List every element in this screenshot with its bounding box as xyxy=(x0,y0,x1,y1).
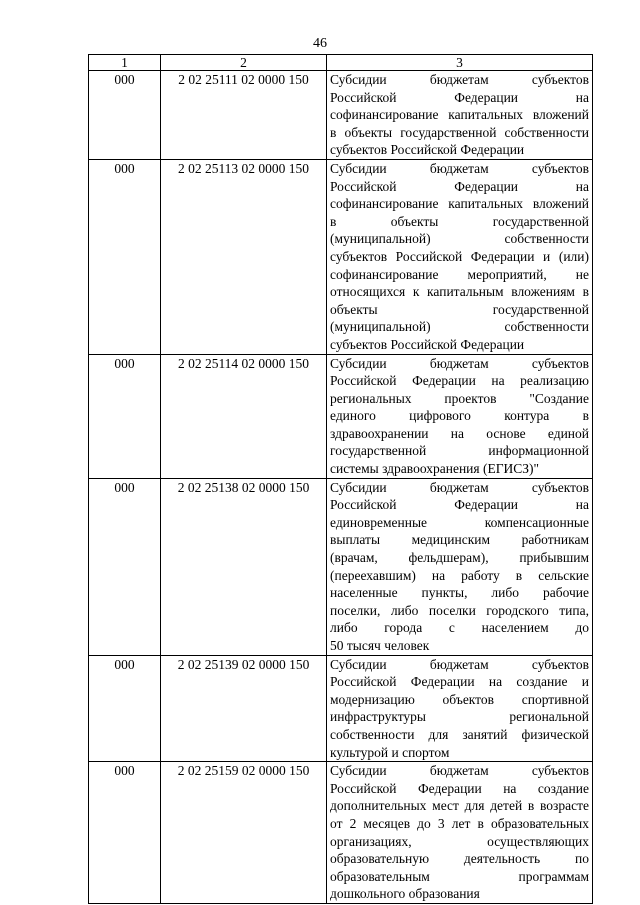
admin-code-cell: 000 xyxy=(89,478,161,655)
description-cell xyxy=(327,762,593,904)
table-row xyxy=(89,71,593,160)
description-line: Российской Федерации на реализацию xyxy=(330,373,589,389)
description-line: единовременные компенсационные xyxy=(330,514,589,530)
description-line: поселки, либо поселки городского типа, xyxy=(330,602,589,618)
description-line: (врачам, фельдшерам), прибывшим xyxy=(330,550,589,566)
budget-code-cell: 2 02 25113 02 0000 150 xyxy=(161,159,327,354)
description-line: Субсидии бюджетам субъектов xyxy=(330,72,589,87)
budget-code-cell: 2 02 25139 02 0000 150 xyxy=(161,655,327,762)
description-cell xyxy=(327,655,593,762)
budget-code-cell: 2 02 25111 02 0000 150 xyxy=(161,71,327,160)
description-line: здравоохранении на основе единой xyxy=(330,425,589,441)
table-row xyxy=(89,159,593,354)
admin-code-cell: 000 xyxy=(89,762,161,904)
description-line: инфраструктуры региональной xyxy=(330,709,589,725)
admin-code-cell: 000 xyxy=(89,71,161,160)
table-header-row xyxy=(89,55,593,71)
description-line: единого цифрового контура в xyxy=(330,408,589,424)
description-line: софинансирование капитальных вложений xyxy=(330,196,589,212)
description-line: субъектов Российской Федерации xyxy=(330,142,525,158)
description-line: государственной информационной xyxy=(330,443,589,459)
description-cell xyxy=(327,159,593,354)
admin-code-cell: 000 xyxy=(89,354,161,478)
description-line: софинансирование мероприятий, не xyxy=(330,266,589,282)
description-line: Субсидии бюджетам субъектов xyxy=(330,763,589,779)
description-line: софинансирование капитальных вложений xyxy=(330,107,589,123)
description-line: (муниципальной) собственности xyxy=(330,231,589,247)
description-line: собственности для занятий физической xyxy=(330,726,589,742)
description-line: образовательную деятельность по xyxy=(330,851,589,867)
table-row xyxy=(89,762,593,904)
column-header-3: 3 xyxy=(327,55,593,71)
admin-code-cell: 000 xyxy=(89,159,161,354)
description-line: Российской Федерации на xyxy=(330,89,589,105)
description-cell xyxy=(327,71,593,160)
description-line: Российской Федерации на создание xyxy=(330,780,589,796)
description-line: системы здравоохранения (ЕГИСЗ)" xyxy=(330,461,540,477)
description-line: организациях, осуществляющих xyxy=(330,833,589,849)
page-number: 46 xyxy=(313,36,327,51)
description-line: дошкольного образования xyxy=(330,886,480,902)
description-cell xyxy=(327,354,593,478)
description-line: Российской Федерации на создание и xyxy=(330,674,589,690)
table-row xyxy=(89,655,593,762)
description-line: модернизацию объектов спортивной xyxy=(330,691,589,707)
description-line: Российской Федерации на xyxy=(330,497,589,513)
description-line: в объекты государственной собственности xyxy=(330,124,589,140)
budget-code-cell: 2 02 25159 02 0000 150 xyxy=(161,762,327,904)
description-line: Субсидии бюджетам субъектов xyxy=(330,479,589,495)
description-line: дополнительных мест для детей в возрасте xyxy=(330,798,589,814)
description-line: либо города с населением до xyxy=(330,620,589,636)
description-line: населенные пункты, либо рабочие xyxy=(330,585,589,601)
description-line: 50 тысяч человек xyxy=(330,638,430,653)
description-line: субъектов Российской Федерации xyxy=(330,336,525,352)
column-header-2: 2 xyxy=(161,55,327,71)
admin-code-cell: 000 xyxy=(89,655,161,762)
table-row xyxy=(89,354,593,478)
description-line: Субсидии бюджетам субъектов xyxy=(330,656,589,672)
description-line: в объекты государственной xyxy=(330,213,589,229)
description-line: Российской Федерации на xyxy=(330,178,589,194)
description-line: (переехавшим) на работу в сельские xyxy=(330,567,589,583)
description-cell xyxy=(327,478,593,655)
description-line: региональных проектов "Создание xyxy=(330,390,589,406)
description-line: Субсидии бюджетам субъектов xyxy=(330,355,589,371)
description-line: культурой и спортом xyxy=(330,744,450,760)
description-line: относящихся к капитальным вложениям в xyxy=(330,284,589,300)
column-header-1: 1 xyxy=(89,55,161,71)
budget-codes-table xyxy=(88,54,593,904)
description-line: Субсидии бюджетам субъектов xyxy=(330,160,589,176)
description-line: образовательным программам xyxy=(330,868,589,884)
description-line: объекты государственной xyxy=(330,301,589,317)
description-line: от 2 месяцев до 3 лет в образовательных xyxy=(330,815,589,831)
description-line: (муниципальной) собственности xyxy=(330,319,589,335)
description-line: субъектов Российской Федерации и (или) xyxy=(330,248,589,264)
description-line: выплаты медицинским работникам xyxy=(330,532,589,548)
budget-code-cell: 2 02 25138 02 0000 150 xyxy=(161,478,327,655)
budget-code-cell: 2 02 25114 02 0000 150 xyxy=(161,354,327,478)
table-row xyxy=(89,478,593,655)
